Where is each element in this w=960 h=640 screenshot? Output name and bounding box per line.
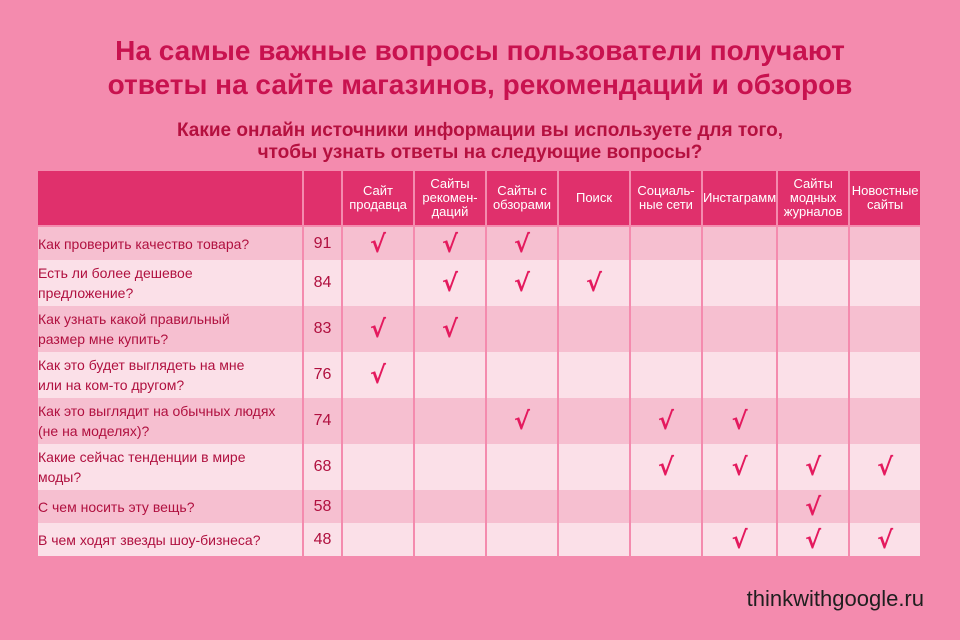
check-cell (778, 490, 848, 523)
column-header-line: Сайт (363, 183, 393, 198)
header-score-blank (304, 171, 341, 227)
check-icon: √ (657, 407, 674, 435)
column-header-line: рекомен- (422, 190, 478, 205)
check-cell (631, 260, 701, 306)
check-cell (703, 398, 776, 444)
check-cell (703, 306, 776, 352)
check-cell (559, 227, 629, 260)
question-cell (38, 260, 302, 306)
check-icon: √ (441, 315, 458, 343)
column-header (850, 171, 920, 227)
table-row (38, 490, 920, 523)
check-cell (343, 490, 413, 523)
score-cell: 48 (304, 523, 341, 556)
check-cell (850, 306, 920, 352)
check-cell (487, 398, 557, 444)
check-cell (559, 490, 629, 523)
check-cell (415, 227, 485, 260)
check-icon: √ (369, 229, 386, 258)
question-cell (38, 306, 302, 352)
check-cell (703, 444, 776, 490)
check-cell (559, 444, 629, 490)
table-row (38, 352, 920, 398)
check-icon: √ (877, 453, 894, 481)
check-cell (559, 352, 629, 398)
check-cell (850, 523, 920, 556)
column-header (631, 171, 701, 227)
check-cell (631, 444, 701, 490)
column-header-line: сайты (866, 197, 904, 212)
check-cell (343, 306, 413, 352)
column-header (487, 171, 557, 227)
table-row (38, 523, 920, 556)
check-cell (559, 260, 629, 306)
check-cell (487, 444, 557, 490)
check-icon: √ (441, 229, 458, 258)
table-row (38, 260, 920, 306)
page-subtitle (0, 120, 960, 164)
check-cell (343, 352, 413, 398)
check-icon: √ (731, 525, 748, 554)
check-cell (850, 352, 920, 398)
check-cell (343, 444, 413, 490)
question-line: Как проверить качество товара? (38, 235, 250, 252)
question-line: В чем ходят звезды шоу-бизнеса? (38, 531, 261, 548)
check-cell (778, 444, 848, 490)
column-header (778, 171, 848, 227)
check-icon: √ (585, 269, 602, 297)
score-cell: 84 (304, 260, 341, 306)
check-cell (850, 260, 920, 306)
question-cell (38, 352, 302, 398)
check-cell (850, 398, 920, 444)
check-cell (415, 306, 485, 352)
check-cell (778, 227, 848, 260)
check-cell (559, 398, 629, 444)
question-line: Как узнать какой правильный (38, 311, 230, 327)
check-cell (778, 260, 848, 306)
column-header-line: Инстаграмм (703, 190, 777, 205)
score-cell: 91 (304, 227, 341, 260)
check-icon: √ (369, 361, 386, 389)
check-cell (415, 260, 485, 306)
check-icon: √ (805, 492, 822, 521)
check-cell (778, 523, 848, 556)
check-cell (703, 490, 776, 523)
check-cell (778, 398, 848, 444)
table-row (38, 306, 920, 352)
table-body (38, 227, 920, 556)
question-line: С чем носить эту вещь? (38, 498, 195, 515)
check-cell (487, 490, 557, 523)
footer-source: thinkwithgoogle.ru (746, 586, 924, 611)
question-line: (не на моделях)? (38, 423, 150, 439)
check-icon: √ (657, 453, 674, 481)
check-cell (703, 227, 776, 260)
column-header-line: модных (789, 190, 837, 205)
table-row (38, 398, 920, 444)
question-line: Есть ли более дешевое (38, 265, 193, 281)
check-cell (415, 398, 485, 444)
column-header-line: даций (431, 204, 469, 219)
question-cell (38, 523, 302, 556)
header-row (38, 171, 920, 227)
check-cell (850, 227, 920, 260)
check-cell (703, 260, 776, 306)
check-cell (631, 398, 701, 444)
check-cell (703, 523, 776, 556)
column-header (703, 171, 776, 227)
column-header-line: журналов (783, 204, 843, 219)
column-header-line: Социаль- (637, 183, 695, 198)
table-row (38, 444, 920, 490)
check-icon: √ (369, 315, 386, 343)
question-line: Как это выглядит на обычных людях (38, 403, 276, 419)
column-header (415, 171, 485, 227)
check-cell (487, 306, 557, 352)
check-cell (631, 306, 701, 352)
score-cell: 76 (304, 352, 341, 398)
check-icon: √ (513, 407, 530, 435)
column-header-line: продавца (349, 197, 407, 212)
question-line: Какие сейчас тенденции в мире (38, 449, 246, 465)
check-cell (850, 490, 920, 523)
column-header-line: Поиск (575, 190, 613, 205)
score-cell: 74 (304, 398, 341, 444)
question-line: Как это будет выглядеть на мне (38, 357, 245, 373)
column-header (343, 171, 413, 227)
check-cell (487, 260, 557, 306)
question-line: предложение? (38, 285, 134, 301)
check-cell (559, 306, 629, 352)
check-icon: √ (731, 407, 748, 435)
column-header (559, 171, 629, 227)
check-cell (343, 398, 413, 444)
title-line-2: ответы на сайте магазинов, рекомендаций и обзоров (107, 69, 853, 100)
check-cell (415, 352, 485, 398)
title-line-1: На самые важные вопросы пользователи получают (115, 35, 845, 66)
question-cell (38, 444, 302, 490)
question-line: размер мне купить? (38, 331, 169, 347)
check-cell (343, 523, 413, 556)
check-cell (415, 444, 485, 490)
subtitle-line-1: Какие онлайн источники информации вы используете для того, (176, 120, 784, 141)
sources-table (36, 171, 922, 556)
column-header-line: Сайты (430, 176, 470, 191)
check-cell (487, 352, 557, 398)
check-cell (415, 523, 485, 556)
column-header-line: Новостные (851, 183, 919, 198)
question-line: моды? (38, 469, 82, 485)
check-cell (559, 523, 629, 556)
score-cell: 68 (304, 444, 341, 490)
question-cell (38, 227, 302, 260)
question-cell (38, 490, 302, 523)
check-icon: √ (731, 453, 748, 481)
column-header-line: Сайты с (497, 183, 547, 198)
column-header-line: ные сети (639, 197, 693, 212)
check-cell (778, 306, 848, 352)
question-line: или на ком-то другом? (38, 377, 185, 393)
check-cell (850, 444, 920, 490)
check-cell (631, 227, 701, 260)
check-cell (631, 490, 701, 523)
check-cell (487, 227, 557, 260)
subtitle-line-2: чтобы узнать ответы на следующие вопросы? (257, 142, 703, 163)
check-cell (343, 227, 413, 260)
check-cell (631, 523, 701, 556)
page-title (0, 34, 960, 102)
column-header-line: Сайты (793, 176, 833, 191)
header-question-blank (38, 171, 302, 227)
check-icon: √ (513, 269, 530, 297)
question-cell (38, 398, 302, 444)
check-icon: √ (441, 269, 458, 297)
check-cell (487, 523, 557, 556)
check-icon: √ (877, 525, 894, 554)
check-icon: √ (805, 525, 822, 554)
table-row (38, 227, 920, 260)
check-cell (343, 260, 413, 306)
check-icon: √ (513, 229, 530, 258)
column-header-line: обзорами (492, 197, 552, 212)
score-cell: 58 (304, 490, 341, 523)
check-cell (415, 490, 485, 523)
check-cell (703, 352, 776, 398)
check-icon: √ (805, 453, 822, 481)
check-cell (631, 352, 701, 398)
check-cell (778, 352, 848, 398)
score-cell: 83 (304, 306, 341, 352)
